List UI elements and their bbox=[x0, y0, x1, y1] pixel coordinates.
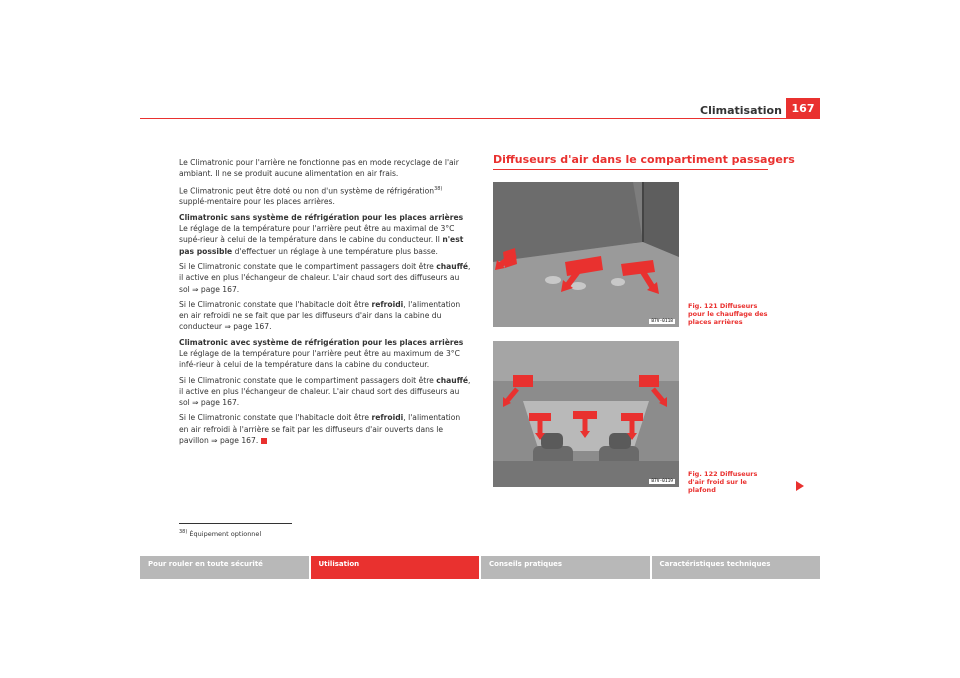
paragraph bbox=[179, 261, 472, 295]
figure-121-image bbox=[493, 182, 679, 327]
emphasis: refroidi bbox=[371, 413, 404, 423]
subheading: Climatronic sans système de réfrigération pour les places arrières bbox=[179, 212, 464, 222]
figure-code: B7V-0119 bbox=[651, 479, 673, 484]
nav-tab-conseils[interactable]: Conseils pratiques bbox=[481, 556, 650, 579]
nav-tab-caracteristiques[interactable]: Caractéristiques techniques bbox=[652, 556, 821, 579]
paragraph bbox=[179, 375, 472, 409]
section-title: Diffuseurs d'air dans le compartiment passagers bbox=[493, 153, 795, 166]
text: Si le Climatronic constate que l'habitacle doit être bbox=[179, 299, 372, 309]
footnote-text: Équipement optionnel bbox=[189, 530, 262, 539]
text: , l'alimentation en air refroidi à l'arrière se fait par les diffuseurs d'air ouverts dans le pavillon ⇒ page 167. bbox=[179, 413, 461, 446]
text: , l'alimentation en air refroidi ne se fait que par les diffuseurs d'air dans la cabine du conducteur ⇒ page 167. bbox=[179, 299, 461, 332]
body-text-column bbox=[179, 157, 472, 450]
footnote-ref[interactable]: 38) bbox=[434, 185, 443, 192]
nav-tab-utilisation[interactable]: Utilisation bbox=[311, 556, 480, 579]
paragraph bbox=[179, 223, 472, 257]
footnote-marker: 38) bbox=[179, 529, 188, 535]
text: Le Climatronic peut être doté ou non d'un système de réfrigération bbox=[179, 186, 435, 196]
car-ceiling-illustration bbox=[493, 341, 679, 487]
figure-code: B7V-0118 bbox=[651, 319, 673, 324]
paragraph bbox=[179, 299, 472, 333]
header-rule bbox=[140, 118, 820, 119]
text: Le réglage de la température pour l'arrière peut être au maximal de 3°C supé-rieur à celui de la température dans le cabine du conducteur. Il bbox=[179, 224, 455, 245]
emphasis: chauffé bbox=[436, 261, 469, 271]
footnote bbox=[179, 529, 261, 538]
paragraph bbox=[179, 412, 472, 446]
end-of-section-icon bbox=[261, 438, 267, 444]
paragraph: Le réglage de la température pour l'arrière peut être au maximum de 3°C infé-rieur à celui de la température dans la cabine du conducteur. bbox=[179, 348, 460, 370]
text: Si le Climatronic constate que l'habitacle doit être bbox=[179, 413, 372, 423]
page-number: 167 bbox=[786, 98, 820, 118]
car-rear-floor-illustration bbox=[493, 182, 679, 327]
figure-121-caption: Fig. 121 Diffuseurs pour le chauffage des places arrières bbox=[688, 302, 768, 327]
chapter-nav-bar bbox=[140, 556, 820, 579]
text: d'effectuer un réglage à une température plus basse. bbox=[232, 246, 438, 256]
emphasis: chauffé bbox=[436, 375, 469, 385]
text: supplé-mentaire pour les places arrières. bbox=[179, 197, 335, 207]
page-header-title: Climatisation bbox=[700, 104, 782, 117]
paragraph bbox=[179, 184, 472, 208]
figure-122-image bbox=[493, 341, 679, 487]
section-rule bbox=[493, 169, 768, 170]
text: , il active en plus l'échangeur de chaleur. L'air chaud sort des diffuseurs au sol ⇒ page 167. bbox=[179, 261, 471, 294]
emphasis: n'est pas possible bbox=[179, 235, 464, 256]
subheading: Climatronic avec système de réfrigération pour les places arrières bbox=[179, 337, 464, 347]
text: Si le Climatronic constate que le compartiment passagers doit être bbox=[179, 375, 437, 385]
figure-122-caption: Fig. 122 Diffuseurs d'air froid sur le plafond bbox=[688, 470, 758, 495]
emphasis: refroidi bbox=[371, 299, 404, 309]
next-page-arrow-icon bbox=[796, 481, 804, 491]
text: Si le Climatronic constate que le compartiment passagers doit être bbox=[179, 261, 437, 271]
footnote-rule bbox=[179, 523, 292, 524]
paragraph: Le Climatronic pour l'arrière ne fonctionne pas en mode recyclage de l'air ambiant. Il ne se produit aucune alimentation en air frais. bbox=[179, 158, 459, 179]
nav-tab-securite[interactable]: Pour rouler en toute sécurité bbox=[140, 556, 309, 579]
text: , il active en plus l'échangeur de chaleur. L'air chaud sort des diffuseurs au sol ⇒ page 167. bbox=[179, 375, 471, 408]
